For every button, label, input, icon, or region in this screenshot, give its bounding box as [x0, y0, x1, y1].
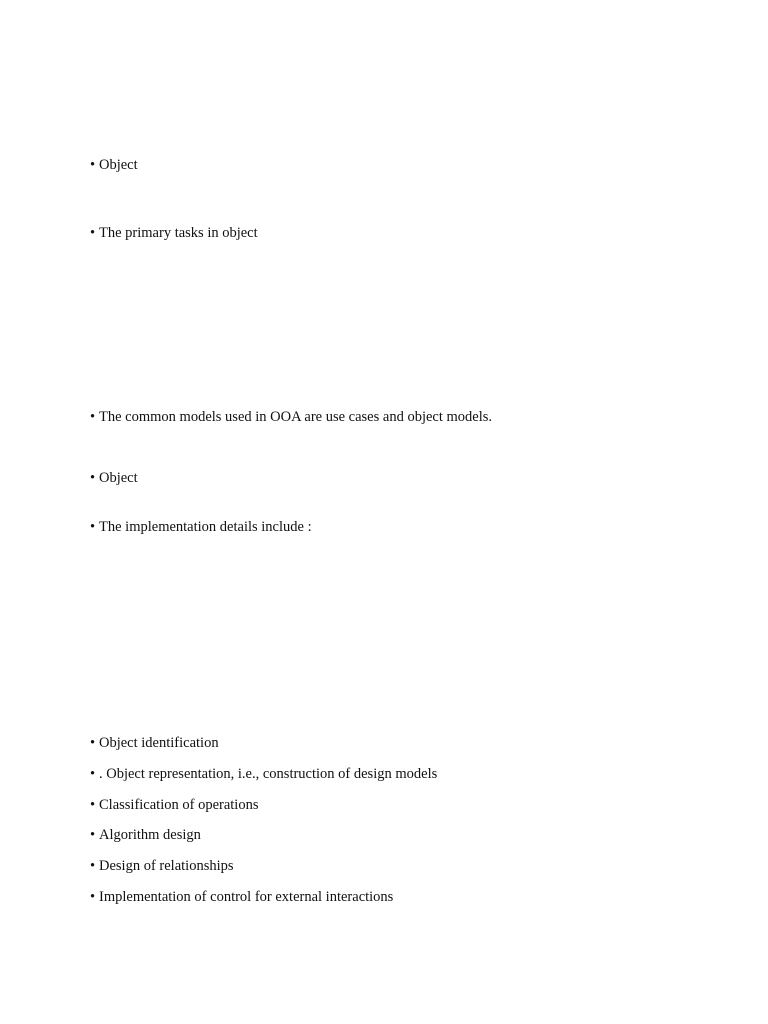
bullet-text: Object [99, 470, 138, 486]
bullet-item [90, 156, 138, 174]
bullet-text: Classification of operations [99, 797, 259, 813]
bullet-text: Object [99, 157, 138, 173]
bullet-symbol: • [90, 889, 96, 905]
bullet-text: Object identification [99, 735, 219, 751]
bullet-symbol: • [90, 409, 96, 425]
bullet-symbol: • [90, 225, 96, 241]
bullet-item [90, 796, 258, 814]
bullet-text: The implementation details include : [99, 519, 312, 535]
bullet-item [90, 408, 492, 426]
bullet-item [90, 857, 234, 875]
bullet-item [90, 765, 437, 783]
bullet-text: Design of relationships [99, 858, 234, 874]
bullet-symbol: • [90, 519, 96, 535]
bullet-symbol: • [90, 735, 96, 751]
bullet-item [90, 518, 312, 536]
bullet-symbol: • [90, 827, 96, 843]
bullet-item [90, 734, 219, 752]
bullet-text: Implementation of control for external interactions [99, 889, 394, 905]
bullet-item [90, 469, 138, 487]
bullet-text: The primary tasks in object [99, 225, 258, 241]
bullet-item [90, 888, 393, 906]
bullet-symbol: • [90, 157, 96, 173]
bullet-item [90, 826, 201, 844]
bullet-symbol: • [90, 470, 96, 486]
bullet-text: Algorithm design [99, 827, 201, 843]
bullet-text: The common models used in OOA are use cases and object models. [99, 409, 493, 425]
bullet-symbol: • [90, 797, 96, 813]
bullet-symbol: • [90, 858, 96, 874]
bullet-text: . Object representation, i.e., construction of design models [99, 766, 438, 782]
bullet-item [90, 224, 258, 242]
bullet-symbol: • [90, 766, 96, 782]
